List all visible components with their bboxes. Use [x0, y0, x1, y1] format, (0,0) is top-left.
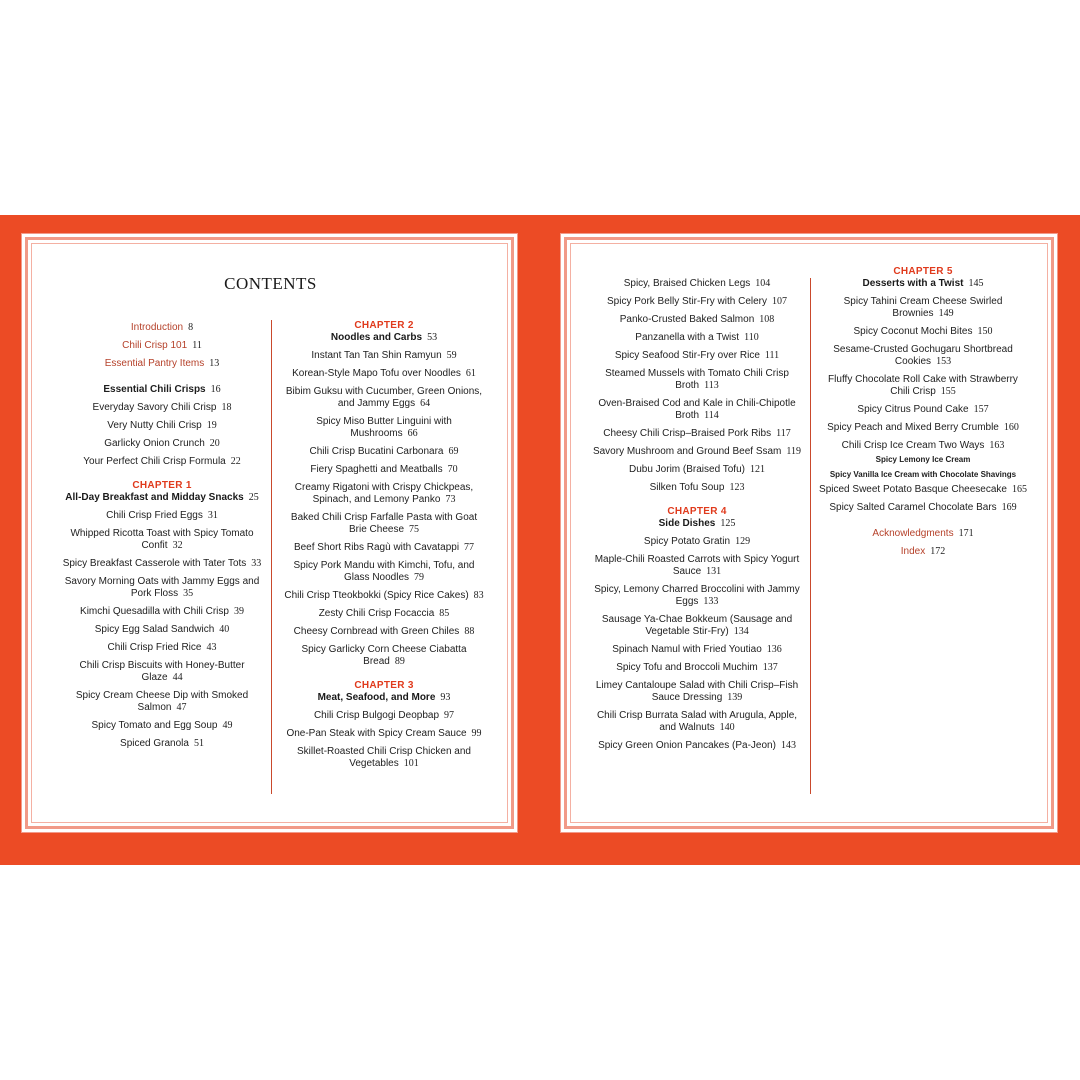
- page-number: 153: [936, 356, 952, 367]
- spacer: [62, 376, 262, 384]
- toc-entry[interactable]: [62, 402, 262, 414]
- toc-entry[interactable]: [62, 558, 262, 570]
- page-number: 53: [427, 332, 438, 343]
- page-number: 113: [704, 380, 719, 391]
- page-number: 51: [193, 738, 204, 749]
- page-number: 33: [251, 558, 262, 569]
- toc-entry[interactable]: [284, 560, 484, 584]
- entry-title: Savory Mushroom and Ground Beef Ssam: [592, 446, 782, 457]
- page-number: 70: [447, 464, 458, 475]
- page-number: 59: [446, 350, 457, 361]
- entry-title: Panko-Crusted Baked Salmon: [619, 314, 755, 325]
- page-number: 31: [207, 510, 218, 521]
- entry-title: Spicy Seafood Stir-Fry over Rice: [614, 350, 760, 361]
- toc-entry[interactable]: [284, 728, 484, 740]
- chapter-title: All-Day Breakfast and Midday Snacks: [65, 492, 244, 503]
- chapter-title: Meat, Seafood, and More: [317, 692, 436, 703]
- toc-entry[interactable]: [284, 608, 484, 620]
- toc-entry[interactable]: [817, 422, 1029, 434]
- entry-title: Spicy Potato Gratin: [643, 536, 731, 547]
- page-number: 66: [407, 428, 418, 439]
- toc-entry[interactable]: [591, 446, 803, 458]
- page-number: 8: [188, 322, 194, 333]
- page-number: 49: [222, 720, 233, 731]
- toc-column-1: [62, 322, 262, 756]
- page-number: 163: [989, 440, 1005, 451]
- page-number: 83: [473, 590, 484, 601]
- page-number: 85: [439, 608, 450, 619]
- entry-title: Spicy Green Onion Pancakes (Pa-Jeon): [598, 740, 776, 751]
- toc-column-2: [284, 320, 484, 776]
- page-number: 77: [464, 542, 475, 553]
- page-number: 129: [735, 536, 751, 547]
- entry-title: Chili Crisp Fried Rice: [107, 642, 202, 653]
- toc-entry[interactable]: [591, 464, 803, 476]
- page-number: 75: [409, 524, 420, 535]
- page-number: 131: [706, 566, 722, 577]
- page-number: 44: [172, 672, 183, 683]
- toc-entry[interactable]: [62, 576, 262, 600]
- toc-entry[interactable]: [591, 350, 803, 362]
- toc-entry[interactable]: [62, 340, 262, 352]
- chapter-name: [817, 278, 1029, 290]
- entry-title: Creamy Rigatoni with Crispy Chickpeas, Spinach, and Lemony Panko: [294, 482, 474, 505]
- toc-entry[interactable]: [591, 482, 803, 494]
- toc-entry[interactable]: [62, 624, 262, 636]
- entry-title: Spicy Lemony Ice Cream: [875, 455, 971, 464]
- toc-entry[interactable]: [817, 528, 1029, 540]
- toc-entry[interactable]: [591, 428, 803, 440]
- toc-entry[interactable]: [591, 536, 803, 548]
- entry-title: Panzanella with a Twist: [635, 332, 740, 343]
- page-number: 137: [762, 662, 778, 673]
- entry-title: Dubu Jorim (Braised Tofu): [629, 464, 745, 475]
- page-number: 114: [704, 410, 719, 421]
- toc-entry[interactable]: [284, 446, 484, 458]
- chapter-title: Noodles and Carbs: [330, 332, 423, 343]
- toc-entry[interactable]: [284, 542, 484, 554]
- entry-title: Spicy Vanilla Ice Cream with Chocolate Shavings: [829, 470, 1017, 479]
- toc-entry[interactable]: [284, 386, 484, 410]
- chapter-label: CHAPTER 4: [667, 506, 727, 517]
- toc-entry[interactable]: [62, 384, 262, 396]
- chapter-title: Desserts with a Twist: [862, 278, 964, 289]
- entry-title: Savory Morning Oats with Jammy Eggs and Pork Floss: [64, 576, 260, 599]
- page-number: 150: [977, 326, 993, 337]
- entry-title: Spiced Sweet Potato Basque Cheesecake: [819, 484, 1007, 495]
- toc-entry[interactable]: [62, 738, 262, 750]
- entry-title: Beef Short Ribs Ragù with Cavatappi: [293, 542, 460, 553]
- entry-title: Chili Crisp Biscuits with Honey-Butter Glaze: [79, 660, 245, 683]
- right-page: [560, 233, 1058, 833]
- entry-title: Very Nutty Chili Crisp: [107, 420, 202, 431]
- chapter-label: CHAPTER 3: [354, 680, 414, 691]
- page-number: 172: [930, 546, 946, 557]
- page-number: 20: [209, 438, 220, 449]
- page-number: 104: [755, 278, 771, 289]
- entry-title: Kimchi Quesadilla with Chili Crisp: [80, 606, 229, 617]
- entry-title: Spicy Garlicky Corn Cheese Ciabatta Bread: [301, 644, 467, 667]
- page-number: 169: [1001, 502, 1017, 513]
- entry-title: Spicy Salted Caramel Chocolate Bars: [829, 502, 997, 513]
- toc-entry[interactable]: [62, 660, 262, 684]
- page-number: 93: [440, 692, 451, 703]
- page-number: 139: [727, 692, 743, 703]
- page-number: 123: [729, 482, 745, 493]
- toc-entry[interactable]: [62, 438, 262, 450]
- toc-entry[interactable]: [62, 720, 262, 732]
- page-number: 119: [786, 446, 802, 457]
- toc-entry[interactable]: [591, 614, 803, 638]
- toc-entry[interactable]: [591, 332, 803, 344]
- entry-title: Your Perfect Chili Crisp Formula: [83, 456, 226, 467]
- page-number: 155: [940, 386, 956, 397]
- toc-entry[interactable]: [591, 278, 803, 290]
- entry-title: Garlicky Onion Crunch: [104, 438, 205, 449]
- toc-entry[interactable]: [817, 484, 1029, 496]
- entry-title: Chili Crisp Ice Cream Two Ways: [841, 440, 985, 451]
- toc-entry[interactable]: [284, 482, 484, 506]
- page-number: 61: [465, 368, 476, 379]
- page-number: 136: [766, 644, 782, 655]
- entry-title: Skillet-Roasted Chili Crisp Chicken and Vegetables: [297, 746, 471, 769]
- entry-title: Instant Tan Tan Shin Ramyun: [311, 350, 442, 361]
- column-divider: [271, 320, 272, 794]
- page-number: 47: [176, 702, 187, 713]
- spacer: [817, 520, 1029, 528]
- entry-title: Spicy, Braised Chicken Legs: [623, 278, 751, 289]
- toc-entry[interactable]: [817, 296, 1029, 320]
- toc-entry[interactable]: [591, 710, 803, 734]
- entry-title: Korean-Style Mapo Tofu over Noodles: [292, 368, 461, 379]
- entry-title: Spinach Namul with Fried Youtiao: [612, 644, 762, 655]
- toc-entry[interactable]: [591, 368, 803, 392]
- entry-title: Sesame-Crusted Gochugaru Shortbread Cookies: [833, 344, 1013, 367]
- entry-title: Silken Tofu Soup: [649, 482, 725, 493]
- page-number: 160: [1003, 422, 1019, 433]
- entry-title: Maple-Chili Roasted Carrots with Spicy Yogurt Sauce: [594, 554, 800, 577]
- toc-entry[interactable]: [62, 690, 262, 714]
- page-number: 149: [938, 308, 954, 319]
- toc-entry[interactable]: [591, 680, 803, 704]
- entry-title: Spicy Tomato and Egg Soup: [91, 720, 218, 731]
- entry-title: Bibim Guksu with Cucumber, Green Onions, and Jammy Eggs: [285, 386, 483, 409]
- page-number: 133: [703, 596, 719, 607]
- toc-column-3: [591, 278, 803, 758]
- entry-title: Spicy Citrus Pound Cake: [857, 404, 969, 415]
- chapter-label: CHAPTER 2: [354, 320, 414, 331]
- page-number: 43: [206, 642, 217, 653]
- toc-entry[interactable]: [284, 464, 484, 476]
- toc-entry[interactable]: [62, 358, 262, 370]
- page-number: 79: [414, 572, 425, 583]
- entry-title: Introduction: [130, 322, 184, 333]
- page-number: 25: [248, 492, 259, 503]
- entry-title: Spicy Pork Mandu with Kimchi, Tofu, and Glass Noodles: [293, 560, 475, 583]
- entry-title: Spicy Cream Cheese Dip with Smoked Salmon: [75, 690, 249, 713]
- chapter-title: Side Dishes: [658, 518, 716, 529]
- entry-title: Cheesy Chili Crisp–Braised Pork Ribs: [603, 428, 772, 439]
- page-number: 107: [772, 296, 788, 307]
- left-page: [21, 233, 518, 833]
- page-number: 143: [780, 740, 796, 751]
- toc-entry[interactable]: [284, 512, 484, 536]
- toc-entry[interactable]: [284, 644, 484, 668]
- entry-title: Essential Chili Crisps: [103, 384, 206, 395]
- toc-entry[interactable]: [62, 420, 262, 432]
- entry-title: Chili Crisp 101: [122, 340, 188, 351]
- entry-title: Essential Pantry Items: [104, 358, 205, 369]
- toc-entry[interactable]: [62, 528, 262, 552]
- page-number: 145: [968, 278, 984, 289]
- toc-entry[interactable]: [284, 350, 484, 362]
- toc-entry[interactable]: [591, 296, 803, 308]
- page-number: 35: [183, 588, 194, 599]
- toc-entry[interactable]: [284, 746, 484, 770]
- toc-entry[interactable]: [817, 374, 1029, 398]
- page-number: 110: [744, 332, 759, 343]
- page-number: 18: [221, 402, 232, 413]
- toc-entry[interactable]: [591, 644, 803, 656]
- chapter-name: [62, 492, 262, 504]
- toc-entry[interactable]: [62, 606, 262, 618]
- entry-title: Cheesy Cornbread with Green Chiles: [293, 626, 460, 637]
- entry-title: Chili Crisp Fried Eggs: [106, 510, 203, 521]
- page-number: 117: [776, 428, 791, 439]
- page-number: 40: [219, 624, 230, 635]
- entry-title: Spicy Peach and Mixed Berry Crumble: [827, 422, 999, 433]
- chapter-name: [284, 692, 484, 704]
- page-number: 13: [209, 358, 220, 369]
- entry-title: Zesty Chili Crisp Focaccia: [318, 608, 435, 619]
- chapter-name: [591, 518, 803, 530]
- toc-entry[interactable]: [817, 454, 1029, 466]
- entry-title: Sausage Ya-Chae Bokkeum (Sausage and Vegetable Stir-Fry): [601, 614, 793, 637]
- page-number: 140: [719, 722, 735, 733]
- entry-title: Oven-Braised Cod and Kale in Chili-Chipotle Broth: [598, 398, 796, 421]
- page-number: 32: [172, 540, 183, 551]
- page-number: 73: [445, 494, 456, 505]
- chapter-label: CHAPTER 1: [132, 480, 192, 491]
- entry-title: Whipped Ricotta Toast with Spicy Tomato Confit: [70, 528, 254, 551]
- page-number: 69: [448, 446, 459, 457]
- toc-entry[interactable]: [591, 314, 803, 326]
- toc-entry[interactable]: [62, 642, 262, 654]
- toc-entry[interactable]: [591, 398, 803, 422]
- page-number: 19: [206, 420, 217, 431]
- page-number: 22: [230, 456, 241, 467]
- page-number: 88: [464, 626, 475, 637]
- toc-entry[interactable]: [284, 416, 484, 440]
- toc-entry[interactable]: [817, 546, 1029, 558]
- entry-title: Spicy Breakfast Casserole with Tater Tots: [62, 558, 247, 569]
- page-number: 97: [444, 710, 455, 721]
- page-number: 108: [759, 314, 775, 325]
- page-number: 157: [973, 404, 989, 415]
- chapter-label: CHAPTER 5: [893, 266, 953, 277]
- page-number: 125: [720, 518, 736, 529]
- toc-entry[interactable]: [62, 322, 262, 334]
- entry-title: Chili Crisp Bulgogi Deopbap: [313, 710, 440, 721]
- toc-entry[interactable]: [62, 456, 262, 468]
- column-divider: [810, 278, 811, 794]
- toc-entry[interactable]: [817, 326, 1029, 338]
- entry-title: Spicy Miso Butter Linguini with Mushrooms: [316, 416, 452, 439]
- toc-entry[interactable]: [284, 368, 484, 380]
- page-number: 64: [420, 398, 431, 409]
- toc-entry[interactable]: [817, 502, 1029, 514]
- entry-title: Fluffy Chocolate Roll Cake with Strawberry Chili Crisp: [828, 374, 1018, 397]
- entry-title: Spicy, Lemony Charred Broccolini with Jammy Eggs: [594, 584, 800, 607]
- contents-title: CONTENTS: [224, 274, 317, 293]
- page-number: 165: [1011, 484, 1027, 495]
- toc-entry[interactable]: [591, 662, 803, 674]
- toc-entry[interactable]: [591, 584, 803, 608]
- page-number: 121: [749, 464, 765, 475]
- entry-title: Chili Crisp Tteokbokki (Spicy Rice Cakes): [284, 590, 469, 601]
- page-number: 11: [192, 340, 202, 351]
- entry-title: Everyday Savory Chili Crisp: [92, 402, 217, 413]
- entry-title: Spicy Tofu and Broccoli Muchim: [616, 662, 758, 673]
- page-number: 111: [764, 350, 780, 361]
- toc-entry[interactable]: [817, 440, 1029, 452]
- entry-title: Fiery Spaghetti and Meatballs: [310, 464, 443, 475]
- page-number: 171: [958, 528, 974, 539]
- toc-entry[interactable]: [817, 344, 1029, 368]
- page-number: 89: [394, 656, 405, 667]
- entry-title: Spicy Egg Salad Sandwich: [94, 624, 215, 635]
- entry-title: Spicy Coconut Mochi Bites: [853, 326, 973, 337]
- entry-title: Acknowledgments: [872, 528, 954, 539]
- entry-title: Spicy Tahini Cream Cheese Swirled Brownies: [843, 296, 1003, 319]
- entry-title: Chili Crisp Bucatini Carbonara: [309, 446, 444, 457]
- entry-title: Spicy Pork Belly Stir-Fry with Celery: [606, 296, 768, 307]
- entry-title: One-Pan Steak with Spicy Cream Sauce: [286, 728, 467, 739]
- toc-entry[interactable]: [817, 469, 1029, 481]
- page-number: 39: [233, 606, 244, 617]
- entry-title: Chili Crisp Burrata Salad with Arugula, Apple, and Walnuts: [596, 710, 798, 733]
- entry-title: Limey Cantaloupe Salad with Chili Crisp–Fish Sauce Dressing: [595, 680, 799, 703]
- toc-entry[interactable]: [591, 740, 803, 752]
- toc-entry[interactable]: [62, 510, 262, 522]
- entry-title: Baked Chili Crisp Farfalle Pasta with Goat Brie Cheese: [290, 512, 478, 535]
- page-number: 99: [471, 728, 482, 739]
- page-number: 16: [210, 384, 221, 395]
- page-number: 134: [733, 626, 749, 637]
- toc-entry[interactable]: [284, 626, 484, 638]
- entry-title: Steamed Mussels with Tomato Chili Crisp Broth: [605, 368, 789, 391]
- toc-entry[interactable]: [284, 590, 484, 602]
- toc-entry[interactable]: [284, 710, 484, 722]
- toc-column-4: [817, 266, 1029, 564]
- chapter-name: [284, 332, 484, 344]
- entry-title: Spiced Granola: [120, 738, 189, 749]
- toc-entry[interactable]: [591, 554, 803, 578]
- toc-entry[interactable]: [817, 404, 1029, 416]
- entry-title: Index: [900, 546, 926, 557]
- page-number: 101: [403, 758, 419, 769]
